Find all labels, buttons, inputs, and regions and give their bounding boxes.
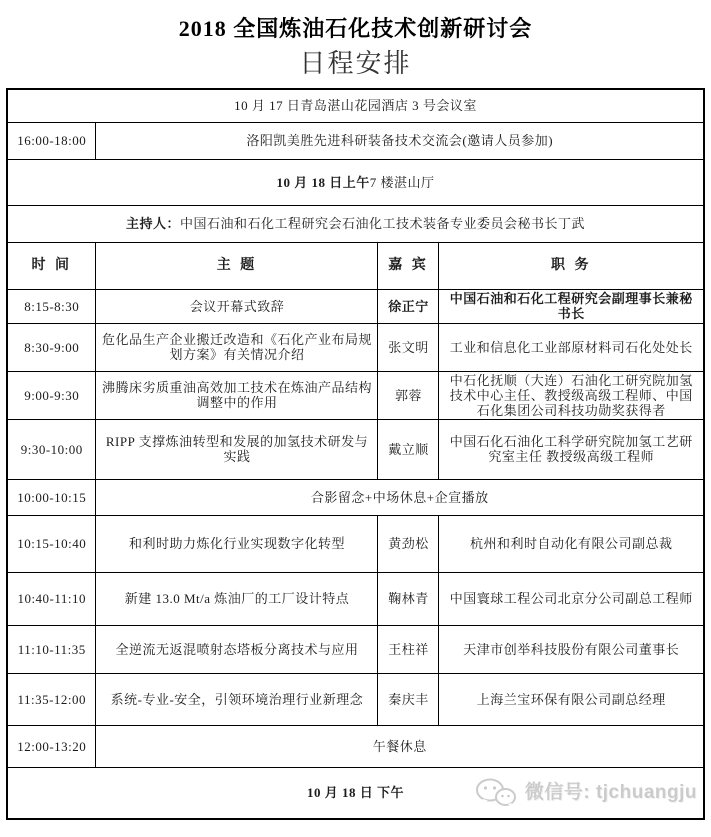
table-row: [7, 419, 704, 479]
header-guest: 嘉 宾: [378, 242, 439, 289]
table-row: [7, 371, 704, 419]
table-row: [7, 725, 704, 767]
topic-cell: 危化品生产企业搬迁改造和《石化产业布局规划方案》有关情况介绍: [96, 323, 378, 371]
table-row: [7, 572, 704, 625]
time-cell: 11:10-11:35: [7, 625, 96, 673]
job-cell: 天津市创举科技股份有限公司董事长: [439, 625, 704, 673]
topic-cell: 和利时助力炼化行业实现数字化转型: [96, 515, 378, 572]
table-row: [7, 205, 704, 242]
job-cell: 中石化抚顺（大连）石油化工研究院加氢技术中心主任、教授级高级工程师、中国石化集团公司科技功勋奖获得者: [439, 371, 704, 419]
host-cell: [7, 205, 704, 242]
guest-cell: 秦庆丰: [378, 673, 439, 725]
table-row: [7, 479, 704, 515]
topic-cell: 会议开幕式致辞: [96, 289, 378, 323]
job-cell: 上海兰宝环保有限公司副总经理: [439, 673, 704, 725]
time-cell: 8:30-9:00: [7, 323, 96, 371]
wechat-watermark: [475, 777, 697, 809]
job-cell: 杭州和利时自动化有限公司副总裁: [439, 515, 704, 572]
time-cell: 9:30-10:00: [7, 419, 96, 479]
section-location: 7 楼湛山厅: [369, 174, 435, 190]
table-row: [7, 515, 704, 572]
table-row: [7, 673, 704, 725]
schedule-table: [6, 88, 705, 820]
host-name: 中国石油和石化工程研究会石油化工技术装备专业委员会秘书长丁武: [179, 216, 585, 231]
topic-cell: 沸腾床劣质重油高效加工技术在炼油产品结构调整中的作用: [96, 371, 378, 419]
time-cell: 8:15-8:30: [7, 289, 96, 323]
table-row: [7, 89, 704, 122]
guest-cell: 鞠林青: [378, 572, 439, 625]
time-cell: 10:00-10:15: [7, 479, 96, 515]
time-cell: 10:40-11:10: [7, 572, 96, 625]
guest-cell: 张文明: [378, 323, 439, 371]
morning-section-cell: [7, 159, 704, 205]
table-row: [7, 122, 704, 159]
page-title: 2018 全国炼油石化技术创新研讨会: [178, 16, 533, 41]
section-date: 10 月 18 日上午: [276, 174, 370, 190]
table-row: [7, 159, 704, 205]
job-cell: 中国石化石油化工科学研究院加氢工艺研究室主任 教授级高级工程师: [439, 419, 704, 479]
header-title: 职 务: [439, 242, 704, 289]
guest-cell: 徐正宁: [378, 289, 439, 323]
table-row: [7, 323, 704, 371]
time-cell: 16:00-18:00: [7, 122, 96, 159]
afternoon-section-cell: [7, 767, 704, 819]
topic-cell: 系统-专业-安全，引领环境治理行业新理念: [96, 673, 378, 725]
topic-cell: 全逆流无返混喷射态塔板分离技术与应用: [96, 625, 378, 673]
wechat-logo-icon: [475, 777, 517, 809]
table-row: [7, 289, 704, 323]
table-header-row: [7, 242, 704, 289]
guest-cell: 戴立顺: [378, 419, 439, 479]
break-cell: 合影留念+中场休息+企宣播放: [96, 479, 704, 515]
event-cell: 洛阳凯美胜先进科研装备技术交流会(邀请人员参加): [96, 122, 704, 159]
job-cell: 工业和信息化工业部原材料司石化处处长: [439, 323, 704, 371]
guest-cell: 郭蓉: [378, 371, 439, 419]
time-cell: 10:15-10:40: [7, 515, 96, 572]
time-cell: 12:00-13:20: [7, 725, 96, 767]
table-row: [7, 767, 704, 819]
job-cell: 中国石油和石化工程研究会副理事长兼秘书长: [439, 289, 704, 323]
venue-cell: 10 月 17 日青岛湛山花园酒店 3 号会议室: [7, 89, 704, 122]
host-label: 主持人：: [125, 216, 180, 231]
topic-cell: 新建 13.0 Mt/a 炼油厂的工厂设计特点: [96, 572, 378, 625]
section-date: 10 月 18 日 下午: [306, 785, 404, 801]
header-topic: 主 题: [96, 242, 378, 289]
guest-cell: 黄劲松: [378, 515, 439, 572]
lunch-cell: 午餐休息: [96, 725, 704, 767]
time-cell: 9:00-9:30: [7, 371, 96, 419]
page-subtitle: 日程安排: [299, 48, 412, 78]
topic-cell: RIPP 支撑炼油转型和发展的加氢技术研发与实践: [96, 419, 378, 479]
wechat-id-text: 微信号: tjchuangju: [524, 782, 697, 804]
job-cell: 中国寰球工程公司北京分公司副总工程师: [439, 572, 704, 625]
time-cell: 11:35-12:00: [7, 673, 96, 725]
header-time: 时 间: [7, 242, 96, 289]
table-row: [7, 625, 704, 673]
guest-cell: 王柱祥: [378, 625, 439, 673]
